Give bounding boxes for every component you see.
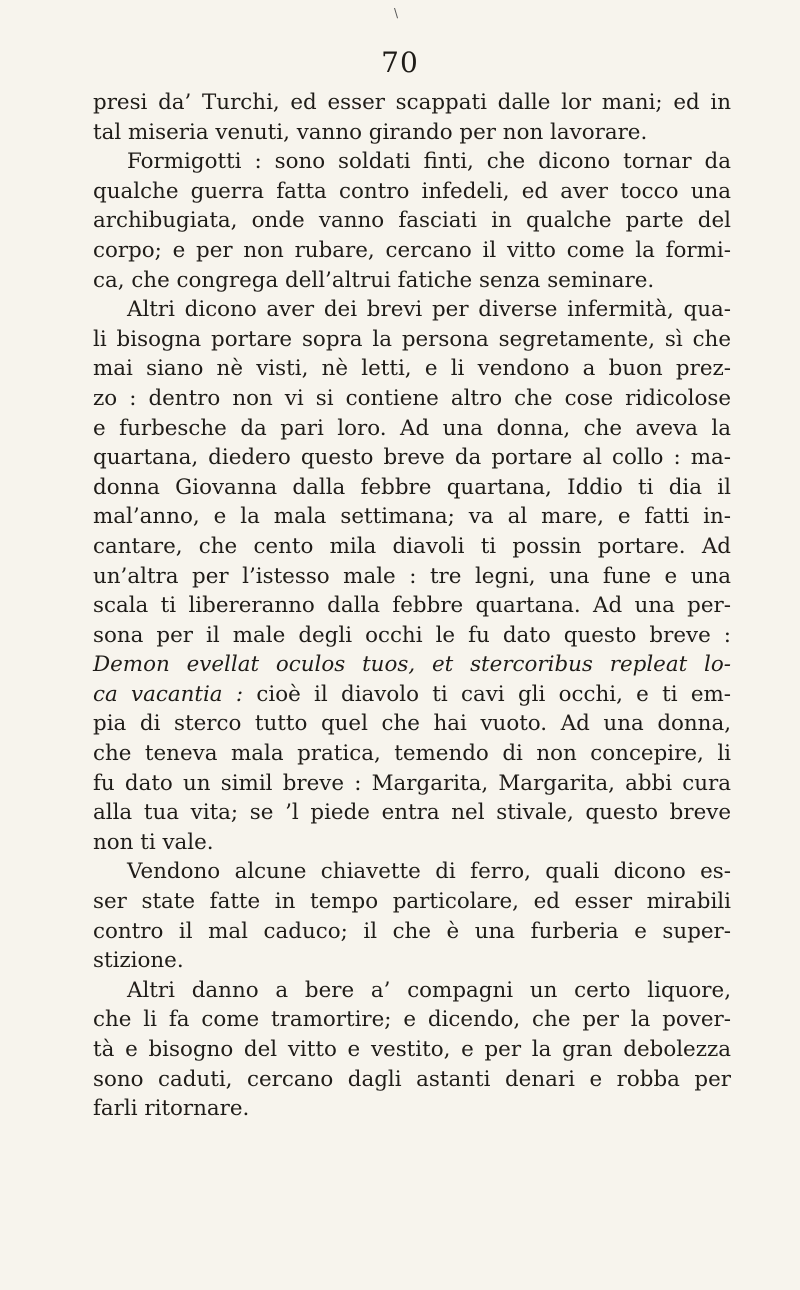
text-line xyxy=(93,236,731,266)
text-line xyxy=(93,976,731,1006)
line-text: pia di sterco tutto quel che hai vuoto. Ad una donna, xyxy=(93,711,731,737)
line-text: archibugiata, onde vanno fasciati in qualche parte del xyxy=(93,208,731,234)
line-text: un’altra per l’istesso male : tre legni, una fune e una xyxy=(93,563,731,589)
text-line xyxy=(93,887,731,917)
text-line xyxy=(93,384,731,414)
header-mark: \ xyxy=(394,6,399,20)
text-line xyxy=(93,739,731,769)
text-line xyxy=(93,621,731,651)
text-line xyxy=(93,562,731,592)
line-text: sona per il male degli occhi le fu dato questo breve : xyxy=(93,622,731,648)
line-text: corpo; e per non rubare, cercano il vitto come la formi- xyxy=(93,237,731,263)
line-text: Altri danno a bere a’ compagni un certo liquore, xyxy=(127,977,731,1003)
text-line xyxy=(93,88,731,118)
line-text: sono caduti, cercano dagli astanti denari e robba per xyxy=(93,1066,731,1092)
latin-phrase: ca vacantia : xyxy=(93,681,244,707)
line-text: alla tua vita; se ’l piede entra nel stivale, questo breve xyxy=(93,800,731,826)
line-text: stizione. xyxy=(93,948,184,974)
line-text: qualche guerra fatta contro infedeli, ed aver tocco una xyxy=(93,178,731,204)
text-line xyxy=(93,473,731,503)
text-line xyxy=(93,917,731,947)
text-line xyxy=(93,147,731,177)
text-line xyxy=(93,266,731,296)
line-text: che teneva mala pratica, temendo di non concepire, li xyxy=(93,741,731,767)
line-text: e furbesche da pari loro. Ad una donna, che aveva la xyxy=(93,415,731,441)
line-text: cantare, che cento mila diavoli ti possin portare. Ad xyxy=(93,533,731,559)
text-line xyxy=(93,1005,731,1035)
line-text: mal’anno, e la mala settimana; va al mare, e fatti in- xyxy=(93,504,731,530)
line-text: tà e bisogno del vitto e vestito, e per la gran debolezza xyxy=(93,1037,731,1062)
text-line xyxy=(93,414,731,444)
text-line xyxy=(93,177,731,207)
latin-phrase: Demon evellat oculos tuos, et stercoribus repleat lo- xyxy=(93,652,731,678)
line-text: contro il mal caduco; il che è una furberia e super- xyxy=(93,918,731,944)
line-text: presi da’ Turchi, ed esser scappati dalle lor mani; ed in xyxy=(93,90,731,115)
text-line xyxy=(93,532,731,562)
line-text: che li fa come tramortire; e dicendo, che per la pover- xyxy=(93,1007,731,1033)
line-text: Altri dicono aver dei brevi per diverse infermità, qua- xyxy=(127,297,731,323)
line-text: scala ti libereranno dalla febbre quartana. Ad una per- xyxy=(93,593,731,619)
text-line xyxy=(93,1035,731,1065)
page-number: 70 xyxy=(381,46,419,79)
text-line xyxy=(93,295,731,325)
line-text: farli ritornare. xyxy=(93,1096,250,1122)
line-text: fu dato un simil breve : Margarita, Margarita, abbi cura xyxy=(93,770,731,796)
line-text: quartana, diedero questo breve da portare al collo : ma- xyxy=(93,445,731,471)
text-line xyxy=(93,118,731,148)
text-line xyxy=(93,769,731,799)
text-line xyxy=(93,1065,731,1095)
line-text: non ti vale. xyxy=(93,829,214,855)
text-line xyxy=(93,325,731,355)
text-line xyxy=(93,502,731,532)
text-line xyxy=(93,680,731,710)
text-line xyxy=(93,828,731,858)
body-text xyxy=(93,88,731,1124)
text-line xyxy=(93,650,731,680)
line-text: Vendono alcune chiavette di ferro, quali dicono es- xyxy=(127,859,731,885)
line-text: mai siano nè visti, nè letti, e li vendono a buon prez- xyxy=(93,356,731,382)
text-line xyxy=(93,591,731,621)
text-line xyxy=(93,206,731,236)
line-text: ser state fatte in tempo particolare, ed esser mirabili xyxy=(93,889,731,915)
text-line xyxy=(93,354,731,384)
text-line xyxy=(93,946,731,976)
line-text: cioè il diavolo ti cavi gli occhi, e ti em- xyxy=(243,681,732,707)
line-text: li bisogna portare sopra la persona segretamente, sì che xyxy=(93,326,731,352)
line-text: ca, che congrega dell’altrui fatiche senza seminare. xyxy=(93,267,655,293)
line-text: Formigotti : sono soldati finti, che dicono tornar da xyxy=(127,149,731,175)
text-line xyxy=(93,1094,731,1124)
text-line xyxy=(93,709,731,739)
line-text: donna Giovanna dalla febbre quartana, Iddio ti dia il xyxy=(93,474,731,500)
text-line xyxy=(93,443,731,473)
line-text: tal miseria venuti, vanno girando per non lavorare. xyxy=(93,119,648,145)
line-text: zo : dentro non vi si contiene altro che cose ridicolose xyxy=(93,385,731,411)
text-line xyxy=(93,857,731,887)
text-line xyxy=(93,798,731,828)
